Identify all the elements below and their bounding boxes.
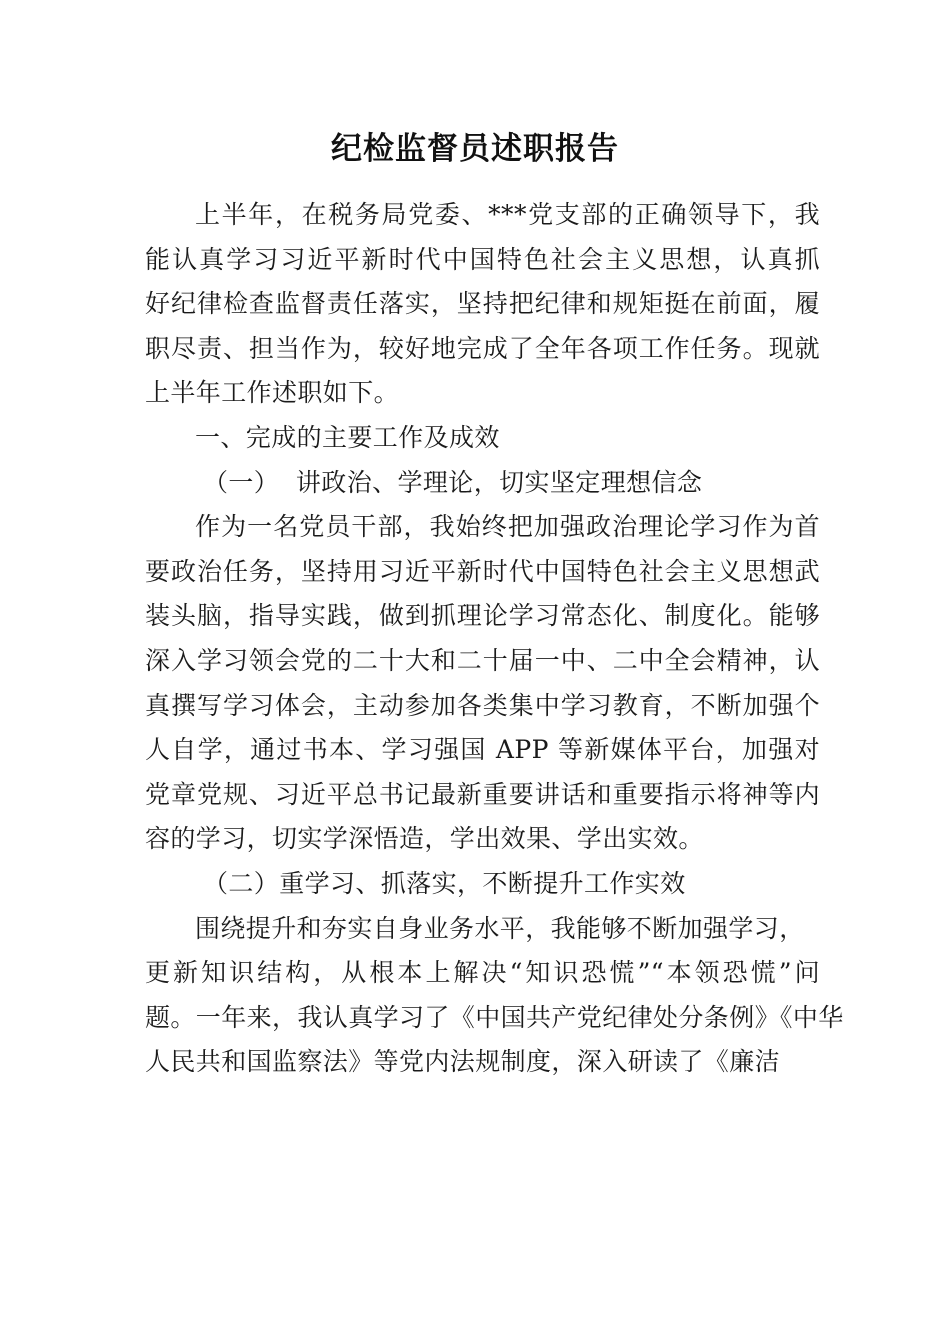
paragraph-line: 人民共和国监察法》等党内法规制度，深入研读了《廉洁 <box>145 1047 781 1077</box>
paragraph-line: 题。一年来，我认真学习了《中国共产党纪律处分条例》《中华 <box>145 1002 844 1032</box>
paragraph-line: 上半年，在税务局党委、***党支部的正确领导下，我 <box>195 200 820 229</box>
paragraph-line: 深入学习领会党的二十大和二十届一中、二中全会精神，认 <box>145 645 820 675</box>
section-heading: 一、完成的主要工作及成效 <box>195 422 500 452</box>
paragraph-line: 职尽责、担当作为，较好地完成了全年各项工作任务。现就 <box>145 333 820 363</box>
paragraph-line: 人自学，通过书本、学习强国 APP 等新媒体平台，加强对 <box>145 735 820 765</box>
paragraph-line: 要政治任务，坚持用习近平新时代中国特色社会主义思想武 <box>145 556 820 586</box>
paragraph-line: 上半年工作述职如下。 <box>145 378 400 408</box>
paragraph-line: 作为一名党员干部，我始终把加强政治理论学习作为首 <box>195 512 820 542</box>
subsection-heading: （二）重学习、抓落实，不断提升工作实效 <box>203 868 686 898</box>
paragraph-line: 好纪律检查监督责任落实，坚持把纪律和规矩挺在前面，履 <box>145 289 820 319</box>
paragraph-line: 真撰写学习体会，主动参加各类集中学习教育，不断加强个 <box>145 690 820 720</box>
paragraph-line: 能认真学习习近平新时代中国特色社会主义思想，认真抓 <box>145 244 820 274</box>
paragraph-line: 围绕提升和夯实自身业务水平，我能够不断加强学习， <box>195 913 805 943</box>
paragraph-line: 装头脑，指导实践，做到抓理论学习常态化、制度化。能够 <box>145 601 820 631</box>
paragraph-line: 党章党规、习近平总书记最新重要讲话和重要指示将神等内 <box>145 779 820 809</box>
paragraph-line: 更新知识结构，从根本上解决“知识恐慌”“本领恐慌”问 <box>145 958 820 988</box>
subsection-heading: （一） 讲政治、学理论，切实坚定理想信念 <box>203 467 703 497</box>
paragraph-line: 容的学习，切实学深悟造，学出效果、学出实效。 <box>145 824 704 854</box>
document-title: 纪检监督员述职报告 <box>331 131 619 167</box>
document-body <box>145 193 844 1085</box>
